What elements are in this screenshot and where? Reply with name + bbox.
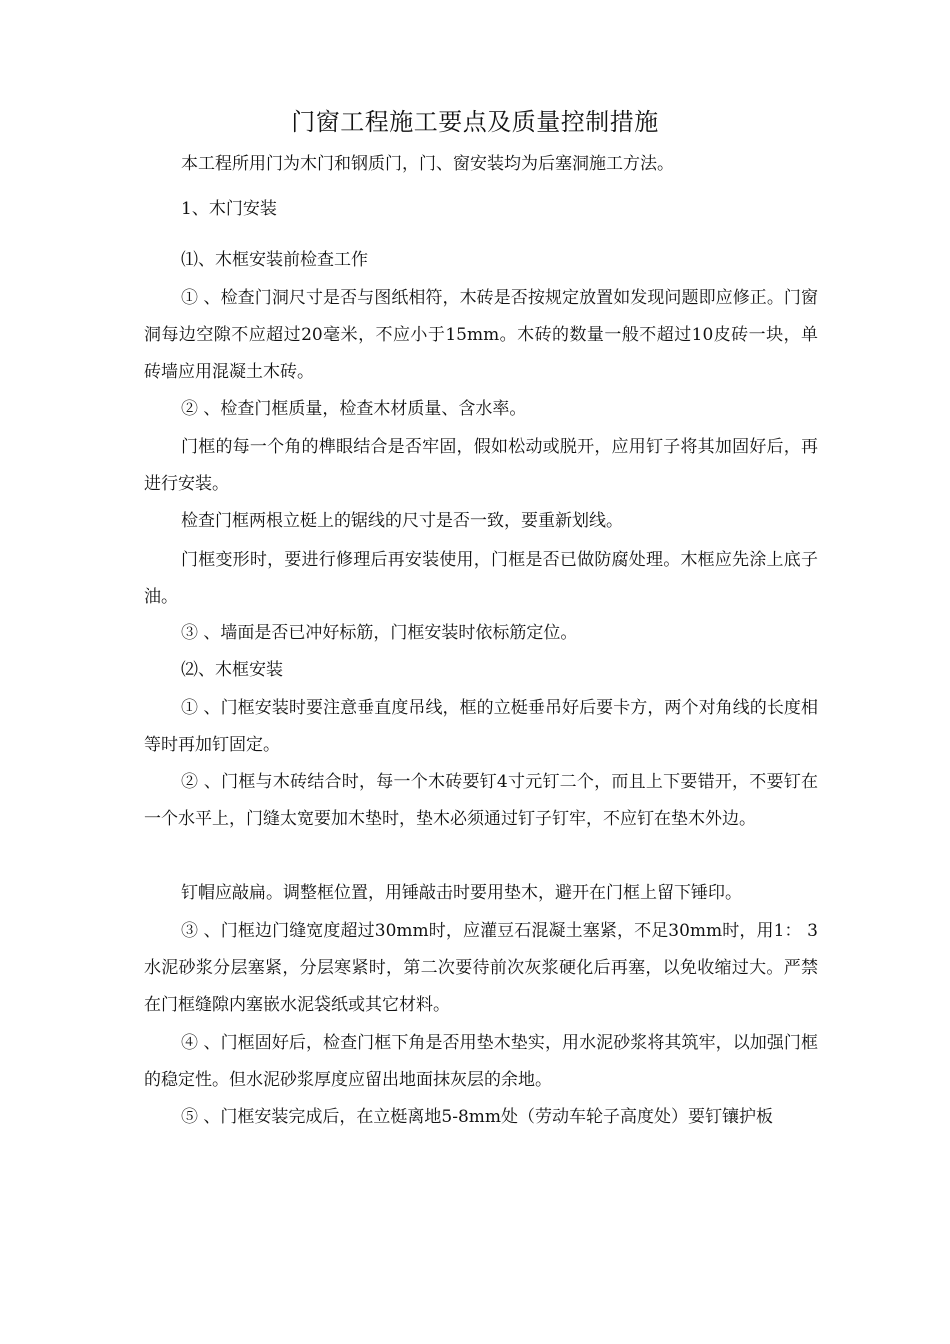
paragraph-item: 钉帽应敲扁。调整框位置，用锤敲击时要用垫木，避开在门框上留下锤印。 <box>181 883 742 903</box>
paragraph-item: ② 、门框与木砖结合时，每一个木砖要钉4寸元钉二个，而且上下要错开，不要钉在一个水平上，门缝太宽要加木垫时，垫木必须通过钉子钉牢，不应钉在垫木外边。 <box>144 772 818 829</box>
heading-section-1: 1、木门安装 <box>181 199 277 219</box>
paragraph-item: 检查门框两根立梃上的锯线的尺寸是否一致，要重新划线。 <box>181 511 623 531</box>
paragraph-item: ⑤ 、门框安装完成后，在立梃离地5-8mm处（劳动车轮子高度处）要钉镶护板 <box>181 1107 774 1127</box>
heading-subsection-2: ⑵、木框安装 <box>181 660 283 680</box>
paragraph-item: 门框变形时，要进行修理后再安装使用，门框是否已做防腐处理。木框应先涂上底子油。 <box>144 550 818 607</box>
paragraph-item: ③ 、门框边门缝宽度超过30mm时，应灌豆石混凝土塞紧，不足30mm时，用1： 3水泥砂浆分层塞紧，分层寒紧时，第二次要待前次灰浆硬化后再塞，以免收缩过大。严禁在门框缝隙内塞嵌水泥袋纸或其它材料。 <box>144 921 818 1015</box>
paragraph-item: ② 、检查门框质量，检查木材质量、含水率。 <box>181 399 527 419</box>
paragraph-item: ① 、门框安装时要注意垂直度吊线，框的立梃垂吊好后要卡方，两个对角线的长度相等时再加钉固定。 <box>144 698 818 755</box>
heading-subsection-1: ⑴、木框安装前检查工作 <box>181 250 368 270</box>
paragraph-intro: 本工程所用门为木门和钢质门，门、窗安装均为后塞洞施工方法。 <box>181 154 674 174</box>
paragraph-item: 门框的每一个角的榫眼结合是否牢固，假如松动或脱开，应用钉子将其加固好后，再进行安装。 <box>144 437 818 494</box>
paragraph-item: ① 、检查门洞尺寸是否与图纸相符，木砖是否按规定放置如发现问题即应修正。门窗洞每边空隙不应超过20毫米，不应小于15mm。木砖的数量一般不超过10皮砖一块，单砖墙应用混凝土木砖。 <box>144 288 818 382</box>
paragraph-item: ③ 、墙面是否已冲好标筋，门框安装时依标筋定位。 <box>181 623 578 643</box>
paragraph-item: ④ 、门框固好后，检查门框下角是否用垫木垫实，用水泥砂浆将其筑牢，以加强门框的稳定性。但水泥砂浆厚度应留出地面抹灰层的余地。 <box>144 1033 818 1090</box>
document-title: 门窗工程施工要点及质量控制措施 <box>291 108 659 136</box>
